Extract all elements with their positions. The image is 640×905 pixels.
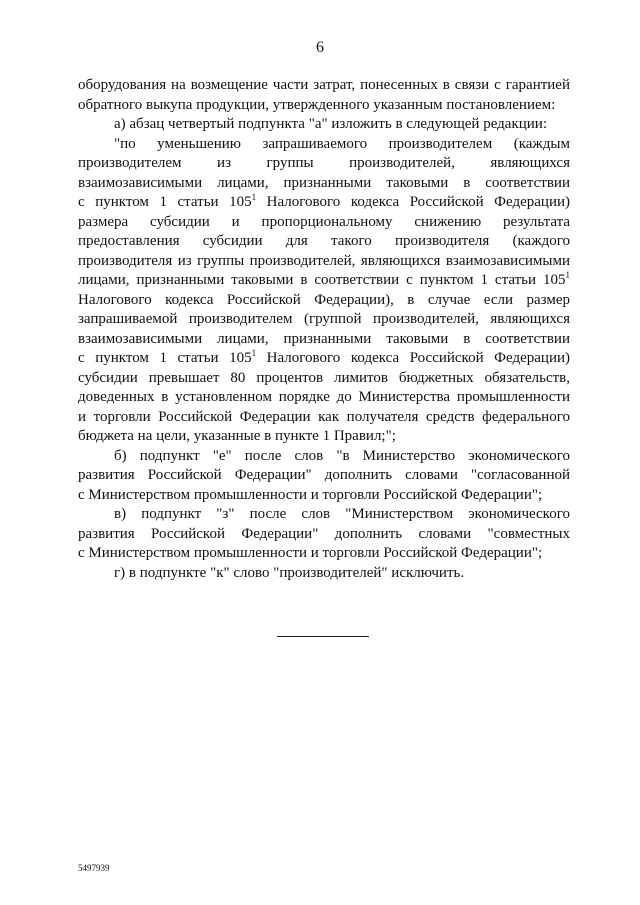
text-line: а) абзац четвертый подпункта "а" изложить в следующей редакции: [114,116,547,132]
text-line: производителем из группы производителей, являющихся [78,155,570,171]
text-line: обратного выкупа продукции, утвержденного указанным постановлением: [78,96,556,113]
text-line [78,349,570,369]
separator-line [277,636,369,637]
text-line: оборудования на возмещение части затрат, понесенных в связи с гарантией [78,77,570,93]
text-line: доведенных в установленном порядке до Министерства промышленности [78,389,570,405]
text-line: бюджета на цели, указанные в пункте 1 Правил;"; [78,428,396,444]
text-line: с Министерством промышленности и торговли Российской Федерации"; [78,545,543,561]
text-line: б) подпункт "е" после слов "в Министерство экономического [114,447,570,464]
superscript: 1 [565,270,570,280]
text-line: размера субсидии и пропорциональному снижению результата [78,213,570,230]
text-line: производителя из группы производителей, являющихся взаимозависимыми [78,252,570,269]
document-body [78,76,570,583]
text-fragment: лицами, признанными таковыми в соответствии с пунктом 1 статьи 105 [78,272,566,288]
text-line [78,193,570,213]
text-line: взаимозависимыми лицами, признанными таковыми в соответствии [78,330,570,347]
superscript: 1 [251,192,257,202]
text-line: Налогового кодекса Российской Федерации), в случае если размер [78,291,570,308]
text-line: в) подпункт "з" после слов "Министерством экономического [114,506,570,522]
document-code: 5497939 [78,863,110,873]
text-fragment: Налогового кодекса Российской Федерации) [256,350,570,366]
superscript: 1 [251,348,257,358]
text-line [78,271,570,291]
text-fragment: с пунктом 1 статьи 105 [78,350,252,366]
page-number: 6 [316,39,324,56]
text-line: развития Российской Федерации" дополнить словами "согласованной [78,467,570,483]
text-line: развития Российской Федерации" дополнить словами "совместных [78,525,570,542]
text-fragment: с пунктом 1 статьи 105 [78,194,252,210]
text-line: взаимозависимыми лицами, признанными таковыми в соответствии [78,174,570,191]
text-line: "по уменьшению запрашиваемого производителем (каждым [114,135,570,152]
text-line: с Министерством промышленности и торговли Российской Федерации"; [78,486,543,503]
text-line: г) в подпункте "к" слово "производителей" исключить. [114,564,465,581]
text-fragment: Налогового кодекса Российской Федерации) [256,194,570,210]
text-line: и торговли Российской Федерации как получателя средств федерального [78,408,570,425]
text-line: запрашиваемой производителем (группой производителей, являющихся [78,311,570,327]
text-line: предоставления субсидии для такого производителя (каждого [78,233,570,249]
text-line: субсидии превышает 80 процентов лимитов бюджетных обязательств, [78,369,570,386]
